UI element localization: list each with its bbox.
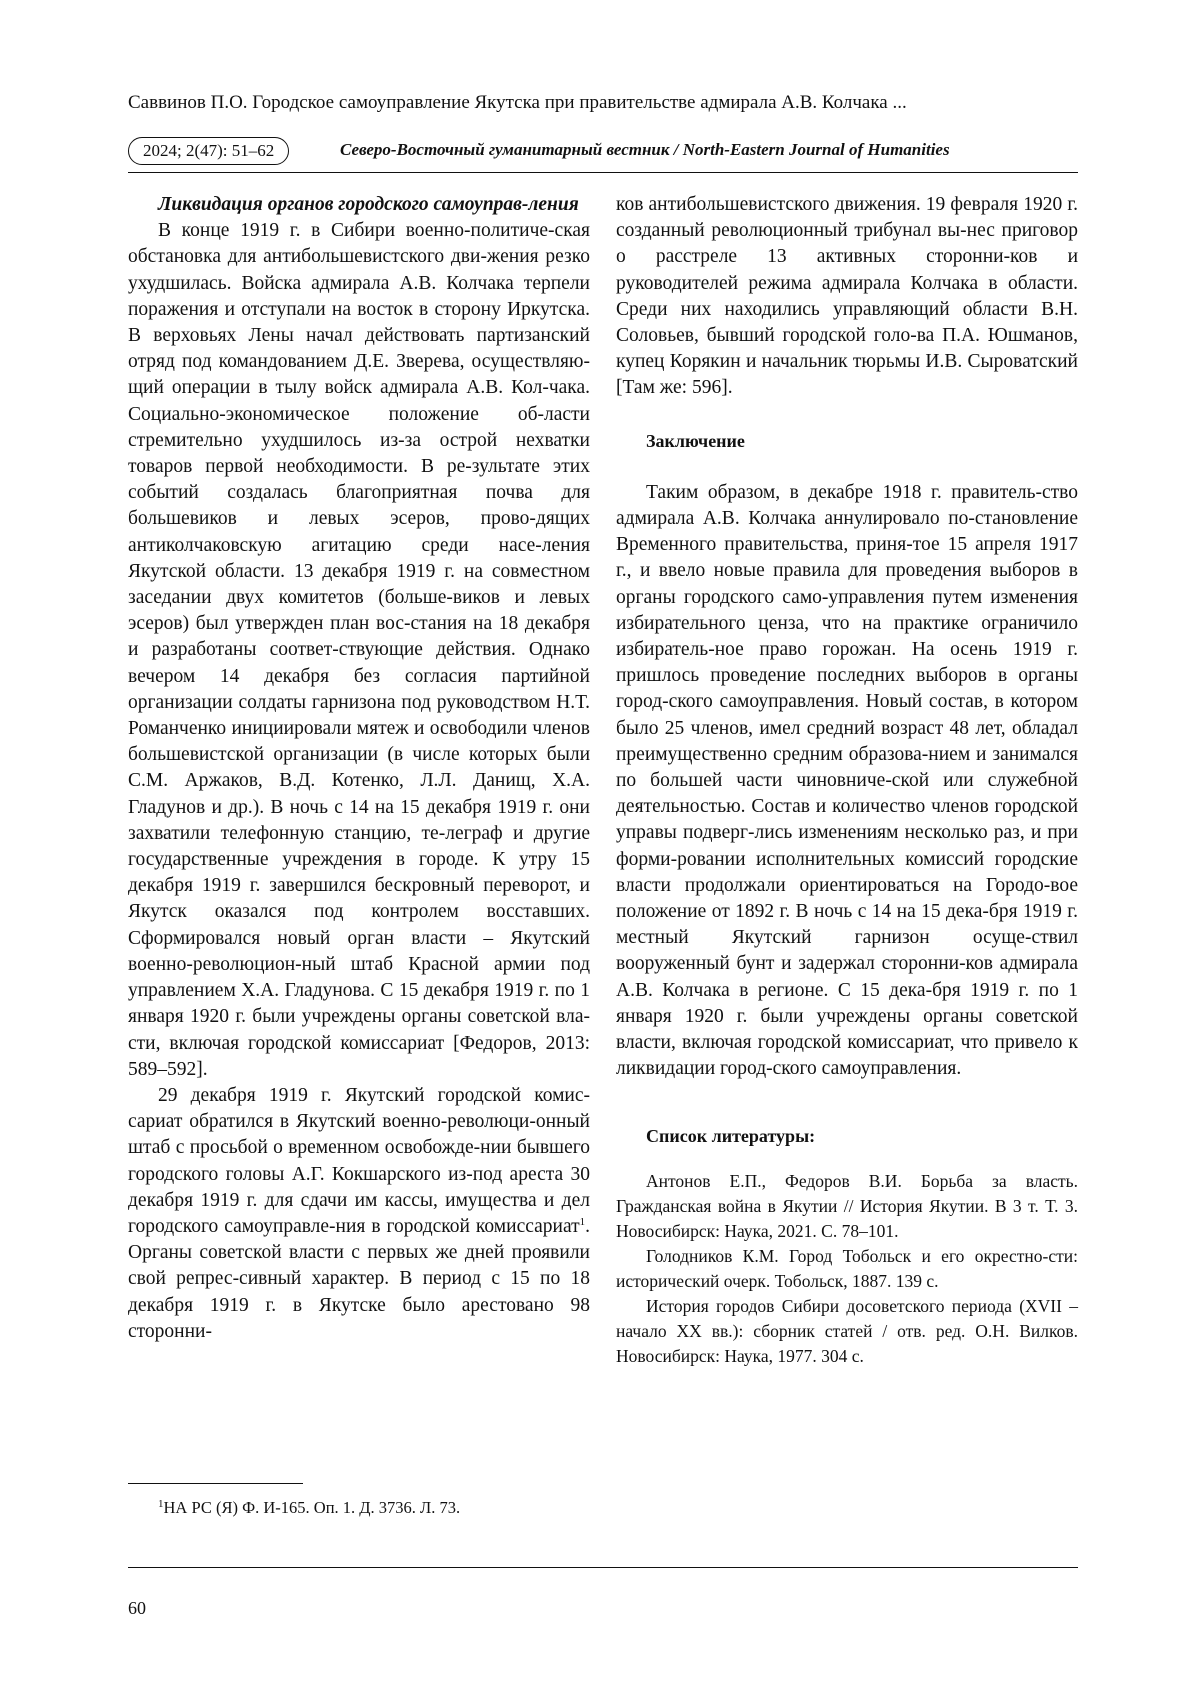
conclusion-heading: Заключение [646, 430, 745, 451]
paragraph: ков антибольшевистского движения. 19 февраля 1920 г. созданный революционный трибунал вы-нес приговор о расстреле 13 активных сторонни-ков и руководителей режима адмирала Колчака в области. Среди них находились управляющий области В.Н. Соловьев, бывший городской голо-ва П.А. Юшманов, купец Корякин и начальник тюрьмы И.В. Сыроватский [Там же: 596]. [616, 194, 1078, 399]
reference-item: История городов Сибири досоветского периода (XVII – начало XX вв.): сборник статей / отв. ред. О.Н. Вилков. Новосибирск: Наука, 1977. 304 с. [616, 1295, 1078, 1366]
paragraph: Таким образом, в декабре 1918 г. правитель-ство адмирала А.В. Колчака аннулировало по-становление Временного правительства, приня-тое 15 апреля 1917 г., и ввело новые правила для проведения выборов в органы городского само-управления путем изменения избирательного ценза, что на практике ограничило избиратель-ное право горожан. На осень 1919 г. пришлось проведение последних выборов в органы город-ского самоуправления. Новый состав, в котором было 25 членов, имел средний возраст 48 лет, обладал преимущественно средним образова-нием и занимался по большей части чиновниче-ской или служебной деятельностью. Состав и количество членов городской управы подверг-лись изменениям несколько раз, и при форми-ровании исполнительных комиссий городские власти продолжали ориентироваться на Городо-вое положение от 1892 г. В ночь с 14 на 15 дека-бря 1919 г. местный Якутский гарнизон осуще-ствил вооруженный бунт и задержал сторонни-ков адмирала А.В. Колчака в регионе. С 15 дека-бря 1919 г. по 1 января 1920 г. были учреждены органы советской власти, включая городской комиссариат, что привело к ликвидации город-ского самоуправления. [616, 481, 1078, 1080]
paragraph-text: 29 декабря 1919 г. Якутский городской комис-сариат обратился в Якутский военно-революци-онный штаб с просьбой о временном освобожде-нии бывшего городского головы А.Г. Кокшарского из-под ареста 30 декабря 1919 г. для сдачи им кассы, имущества и дел городского самоуправле-ния в городской комиссариат [128, 1084, 590, 1237]
page-number: 60 [128, 1598, 146, 1618]
issue-badge: 2024; 2(47): 51–62 [128, 137, 289, 165]
paragraph: В конце 1919 г. в Сибири военно-политиче-ская обстановка для антибольшевистского дви-жения резко ухудшилась. Войска адмирала А.В. Колчака терпели поражения и отступали на восток в сторону Иркутска. В верховьях Лены начал действовать партизанский отряд под командованием Д.Е. Зверева, осуществляю-щий операции в тылу войск адмирала А.В. Кол-чака. Социально-экономическое положение об-ласти стремительно ухудшилось из-за острой нехватки товаров первой необходимости. В ре-зультате этих событий создалась благоприятная почва для большевиков и левых эсеров, прово-дящих антиколчаковскую агитацию среди насе-ления Якутской области. 13 декабря 1919 г. на совместном заседании двух комитетов (больше-виков и левых эсеров) был утвержден план вос-стания на 18 декабря и разработаны соответ-ствующие действия. Однако вечером 14 декабря без согласия партийной организации солдаты гарнизона под руководством Н.Т. Романченко инициировали мятеж и освободили членов большевистской организации (в числе которых были С.М. Аржаков, В.Д. Котенко, Л.Л. Данищ, Х.А. Гладунов и др.). В ночь с 14 на 15 декабря 1919 г. они захватили телефонную станцию, те-леграф и другие государственные учреждения в городе. К утру 15 декабря 1919 г. завершился бескровный переворот, и Якутск оказался под контролем восставших. Сформировался новый орган власти – Якутский военно-революцион-ный штаб Красной армии под управлением Х.А. Гладунова. С 15 декабря 1919 г. по 1 января 1920 г. были учреждены органы советской вла-сти, включая городской комиссариат [Федоров, 2013: 589–592]. [128, 220, 590, 1080]
left-column [128, 192, 590, 1345]
footer-rule [128, 1567, 1078, 1568]
issue-row [128, 137, 1078, 167]
references-heading: Список литературы: [646, 1125, 816, 1146]
footnote-text: НА РС (Я) Ф. И-165. Оп. 1. Д. 3736. Л. 73. [163, 1498, 461, 1517]
running-head: Саввинов П.О. Городское самоуправление Якутска при правительстве адмирала А.В. Колчака ... [128, 92, 907, 113]
section-title: Ликвидация органов городского самоуправ-ления [158, 194, 579, 215]
footnote [158, 1498, 460, 1518]
reference-item: Голодников К.М. Город Тобольск и его окрестно-сти: исторический очерк. Тобольск, 1887. 139 с. [616, 1245, 1078, 1291]
reference-item: Антонов Е.П., Федоров В.И. Борьба за власть. Гражданская война в Якутии // История Якутии. В 3 т. Т. 3. Новосибирск: Наука, 2021. С. 78–101. [616, 1170, 1078, 1241]
journal-title: Северо-Восточный гуманитарный вестник / North-Eastern Journal of Humanities [340, 140, 950, 159]
footnote-rule [128, 1483, 303, 1484]
header-rule [128, 172, 1078, 173]
footnote-number: 1 [158, 1498, 164, 1510]
footnote-marker: 1 [579, 1215, 586, 1228]
right-column [616, 192, 1078, 1369]
references-list [616, 1169, 1078, 1369]
paragraph-text: . Органы советской власти с первых же дней проявили свой репрес-сивный характер. В период с 15 по 18 декабря 1919 г. в Якутске было арестовано 98 сторонни- [128, 1215, 590, 1342]
paragraph [128, 1083, 590, 1345]
